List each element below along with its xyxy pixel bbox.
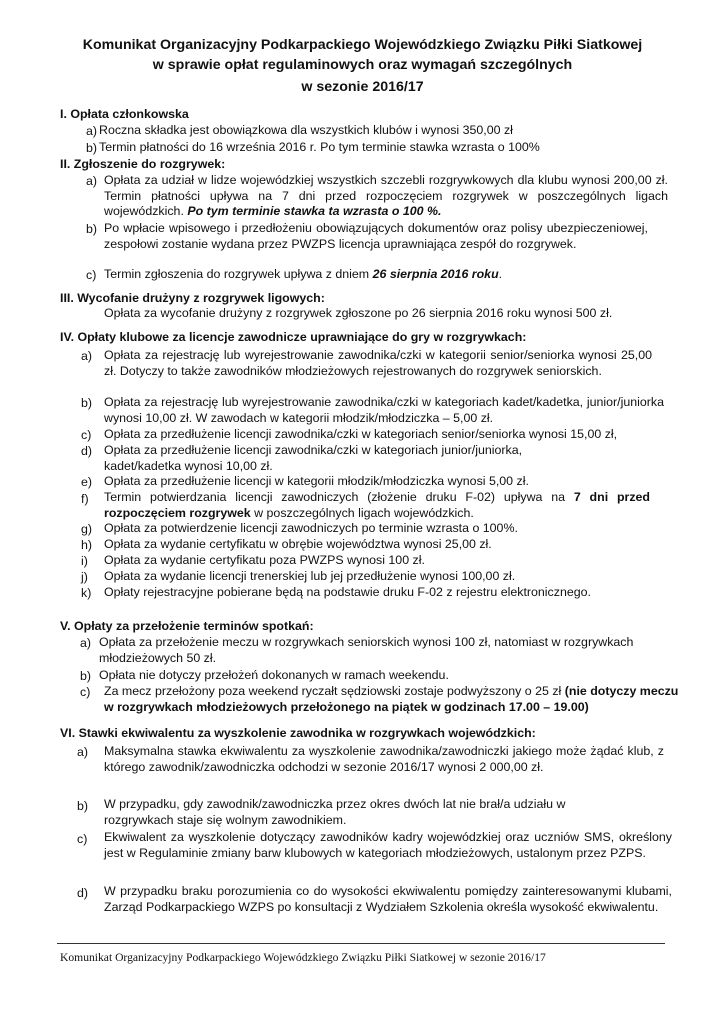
footer-divider bbox=[57, 943, 665, 944]
section-2-item-a bbox=[104, 173, 668, 220]
section-1-heading: I. Opłata członkowska bbox=[60, 107, 189, 121]
list-label: b) bbox=[80, 669, 92, 683]
document-title-line-2: w sprawie opłat regulaminowych oraz wymagań szczególnych bbox=[152, 57, 573, 73]
section-4-item-f bbox=[104, 490, 650, 521]
section-2-item-c-text: Termin zgłoszenia do rozgrywek upływa z dniem bbox=[104, 267, 370, 281]
section-2-item-a-emphasis: Po tym terminie stawka ta wzrasta o 100 %. bbox=[187, 204, 442, 218]
list-label: c) bbox=[77, 832, 88, 846]
section-2-item-a-text: Opłata za udział w lidze wojewódzkiej wszystkich szczebli rozgrywkowych dla klubu wynosi 200,00 zł. Termin płatności upływa na 7 dni przed rozpoczęciem rozgrywek w poszczególnych ligach wojewódzkich. bbox=[104, 173, 668, 218]
list-label: b) bbox=[86, 141, 98, 155]
list-label: a) bbox=[80, 636, 92, 650]
section-4-item-h: Opłata za wydanie certyfikatu w obrębie województwa wynosi 25,00 zł. bbox=[104, 537, 492, 551]
list-label: d) bbox=[77, 886, 89, 900]
section-3-heading: III. Wycofanie drużyny z rozgrywek ligowych: bbox=[60, 291, 325, 305]
section-5-item-c-text: Za mecz przełożony poza weekend ryczałt sędziowski zostaje podwyższony o 25 zł bbox=[104, 684, 562, 698]
section-4-item-g: Opłata za potwierdzenie licencji zawodniczych po terminie wzrasta o 100%. bbox=[104, 521, 518, 535]
document-title-line-3: w sezonie 2016/17 bbox=[301, 79, 424, 95]
section-6-item-d: W przypadku braku porozumienia co do wysokości ekwiwalentu pomiędzy zainteresowanymi klubami, Zarząd Podkarpackiego WZPS po konsultacji z Wydziałem Szkolenia określa wysokość ekwiwalentu. bbox=[104, 884, 672, 914]
section-2-item-b: Po wpłacie wpisowego i przedłożeniu obowiązujących dokumentów oraz polisy ubezpieczeniowej, zespołowi zostanie wydana przez PWZPS licencja uprawniająca zespół do rozgrywek. bbox=[104, 221, 648, 251]
section-4-item-k: Opłaty rejestracyjne pobierane będą na podstawie druku F-02 z rejestru elektronicznego. bbox=[104, 585, 591, 599]
section-5-item-a: Opłata za przełożenie meczu w rozgrywkach seniorskich wynosi 100 zł, natomiast w rozgrywkach młodzieżowych 50 zł. bbox=[99, 635, 634, 665]
section-2-item-c bbox=[104, 267, 664, 283]
section-2-heading: II. Zgłoszenie do rozgrywek: bbox=[60, 157, 226, 171]
list-label: c) bbox=[80, 685, 91, 699]
section-4-item-f-text: Termin potwierdzania licencji zawodniczych (złożenie druku F-02) upływa na bbox=[104, 490, 566, 504]
section-4-item-j: Opłata za wydanie licencji trenerskiej lub jej przedłużenie wynosi 100,00 zł. bbox=[104, 569, 516, 583]
section-6-heading: VI. Stawki ekwiwalentu za wyszkolenie zawodnika w rozgrywkach wojewódzkich: bbox=[60, 726, 536, 740]
list-label: a) bbox=[81, 349, 93, 363]
section-6-item-b: W przypadku, gdy zawodnik/zawodniczka przez okres dwóch lat nie brał/a udziału w rozgrywkach staje się wolnym zawodnikiem. bbox=[104, 797, 566, 827]
section-5-heading: V. Opłaty za przełożenie terminów spotkań: bbox=[60, 619, 314, 633]
list-label: b) bbox=[81, 396, 93, 410]
section-4-item-i: Opłata za wydanie certyfikatu poza PWZPS wynosi 100 zł. bbox=[104, 553, 425, 567]
section-4-item-e: Opłata za przedłużenie licencji w kategorii młodzik/młodziczka wynosi 5,00 zł. bbox=[104, 474, 529, 488]
list-label: a) bbox=[77, 745, 89, 759]
section-5-item-c-note: (nie dotyczy meczu w rozgrywkach młodzieżowych przełożonego na piątek w godzinach 17.00 – 19.00) bbox=[104, 684, 679, 714]
list-label: a) bbox=[86, 174, 98, 188]
list-label: h) bbox=[81, 538, 93, 552]
list-label: j) bbox=[81, 570, 88, 584]
list-label: c) bbox=[81, 428, 92, 442]
section-2-item-c-date: 26 sierpnia 2016 roku bbox=[372, 267, 499, 281]
section-4-item-d: Opłata za przedłużenie licencji zawodnika/czki w kategoriach junior/juniorka, kadet/kadetka wynosi 10,00 zł. bbox=[104, 443, 523, 473]
section-5-item-c bbox=[104, 684, 690, 715]
section-4-item-c: Opłata za przedłużenie licencji zawodnika/czki w kategoriach senior/seniorka wynosi 15,00 zł, bbox=[104, 427, 618, 441]
section-5-item-b: Opłata nie dotyczy przełożeń dokonanych w ramach weekendu. bbox=[99, 668, 449, 682]
list-label: b) bbox=[77, 799, 89, 813]
page-footer: Komunikat Organizacyjny Podkarpackiego Wojewódzkiego Związku Piłki Siatkowej w sezonie 2016/17 bbox=[60, 951, 546, 964]
list-label: a) bbox=[86, 124, 98, 138]
section-2-item-c-end: . bbox=[498, 267, 503, 281]
document-title-line-1: Komunikat Organizacyjny Podkarpackiego Wojewódzkiego Związku Piłki Siatkowej bbox=[82, 37, 643, 53]
list-label: b) bbox=[86, 222, 98, 236]
section-1-item-b: Termin płatności do 16 września 2016 r. Po tym terminie stawka wzrasta o 100% bbox=[99, 140, 540, 154]
section-3-text: Opłata za wycofanie drużyny z rozgrywek zgłoszone po 26 sierpnia 2016 roku wynosi 500 zł. bbox=[104, 306, 613, 320]
list-label: e) bbox=[81, 475, 93, 489]
section-6-item-a: Maksymalna stawka ekwiwalentu za wyszkolenie zawodnika/zawodniczki jakiego może żądać klub, z którego zawodnik/zawodniczka odchodzi w sezonie 2016/17 wynosi 2 000,00 zł. bbox=[104, 744, 664, 774]
list-label: f) bbox=[81, 492, 89, 506]
list-label: d) bbox=[81, 444, 93, 458]
section-4-heading: IV. Opłaty klubowe za licencje zawodnicze uprawniające do gry w rozgrywkach: bbox=[60, 330, 527, 344]
section-4-item-f-emphasis: 7 dni przed rozpoczęciem rozgrywek bbox=[104, 490, 650, 520]
section-4-item-f-end: w poszczególnych ligach wojewódzkich. bbox=[254, 505, 474, 520]
list-label: i) bbox=[81, 554, 88, 568]
list-label: c) bbox=[86, 268, 97, 282]
list-label: g) bbox=[81, 522, 93, 536]
section-4-item-a: Opłata za rejestrację lub wyrejestrowanie zawodnika/czki w kategorii senior/seniorka wynosi 25,00 zł. Dotyczy to także zawodników młodzieżowych rejestrowanych do rozgrywek seniorskich. bbox=[104, 348, 652, 378]
list-label: k) bbox=[81, 586, 92, 600]
section-4-item-b: Opłata za rejestrację lub wyrejestrowanie zawodnika/czki w kategoriach kadet/kadetka, junior/juniorka wynosi 10,00 zł. W zawodach w kategorii młodzik/młodziczka – 5,00 zł. bbox=[104, 395, 664, 425]
section-1-item-a: Roczna składka jest obowiązkowa dla wszystkich klubów i wynosi 350,00 zł bbox=[99, 123, 513, 137]
section-6-item-c: Ekwiwalent za wyszkolenie dotyczący zawodników kadry wojewódzkiej oraz uczniów SMS, określony jest w Regulaminie zmiany barw klubowych w kategoriach młodzieżowych, ustalonym przez PZPS. bbox=[104, 830, 672, 860]
